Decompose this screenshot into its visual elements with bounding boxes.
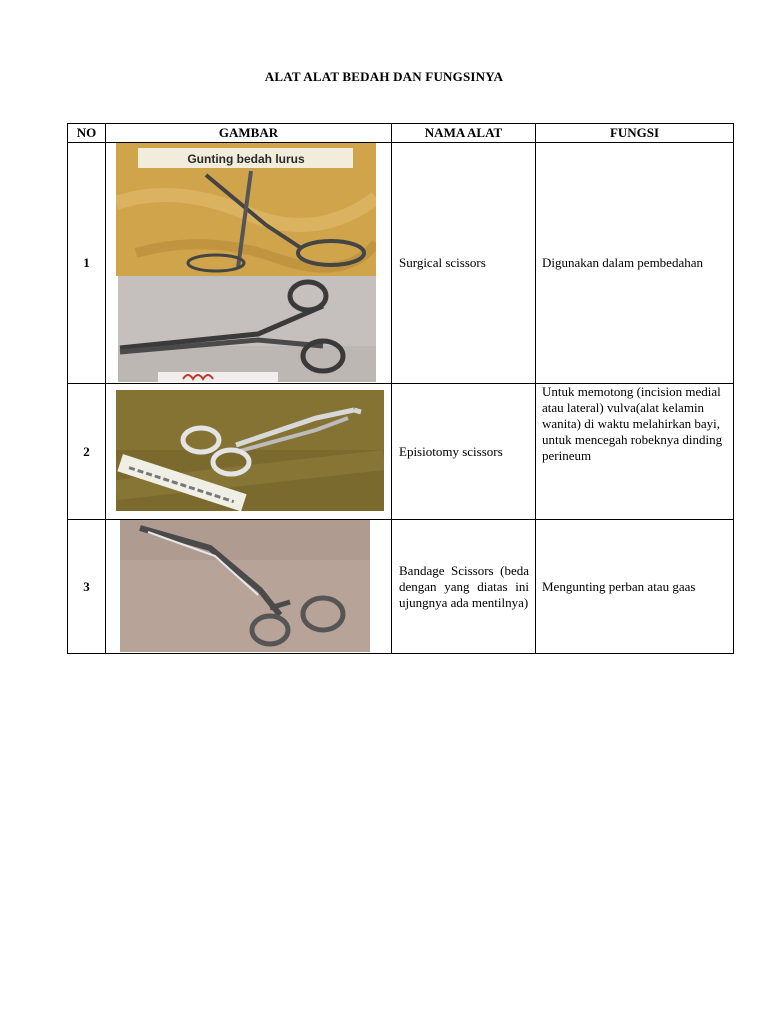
row-number: 3	[68, 520, 106, 654]
table-row	[68, 384, 734, 520]
header-fungsi: FUNGSI	[536, 124, 734, 143]
image-cell	[106, 384, 392, 520]
document-title: ALAT ALAT BEDAH DAN FUNGSINYA	[264, 69, 504, 84]
image-cell	[106, 143, 392, 384]
episiotomy-scissors-photo	[116, 390, 384, 511]
instrument-name: Surgical scissors	[392, 143, 536, 384]
instrument-name: Bandage Scissors (beda dengan yang diatas ini ujungnya ada mentilnya)	[392, 520, 536, 654]
instrument-table	[67, 123, 734, 654]
table-header-row	[68, 124, 734, 143]
header-nama-alat: NAMA ALAT	[392, 124, 536, 143]
bandage-scissors-photo	[120, 520, 370, 652]
surgical-scissors-photo-top	[116, 143, 376, 276]
header-gambar: GAMBAR	[106, 124, 392, 143]
instrument-function: Mengunting perban atau gaas	[536, 520, 734, 654]
row-number: 2	[68, 384, 106, 520]
instrument-function: Untuk memotong (incision medial atau lateral) vulva(alat kelamin wanita) di waktu melahirkan bayi, untuk mencegah robeknya dinding perineum	[536, 384, 734, 520]
row-number: 1	[68, 143, 106, 384]
surgical-scissors-photo-bottom	[118, 276, 376, 382]
table-row	[68, 143, 734, 384]
instrument-name: Episiotomy scissors	[392, 384, 536, 520]
table-row	[68, 520, 734, 654]
header-no: NO	[68, 124, 106, 143]
image-cell	[106, 520, 392, 654]
instrument-function: Digunakan dalam pembedahan	[536, 143, 734, 384]
photo-label: Gunting bedah lurus	[187, 152, 305, 166]
